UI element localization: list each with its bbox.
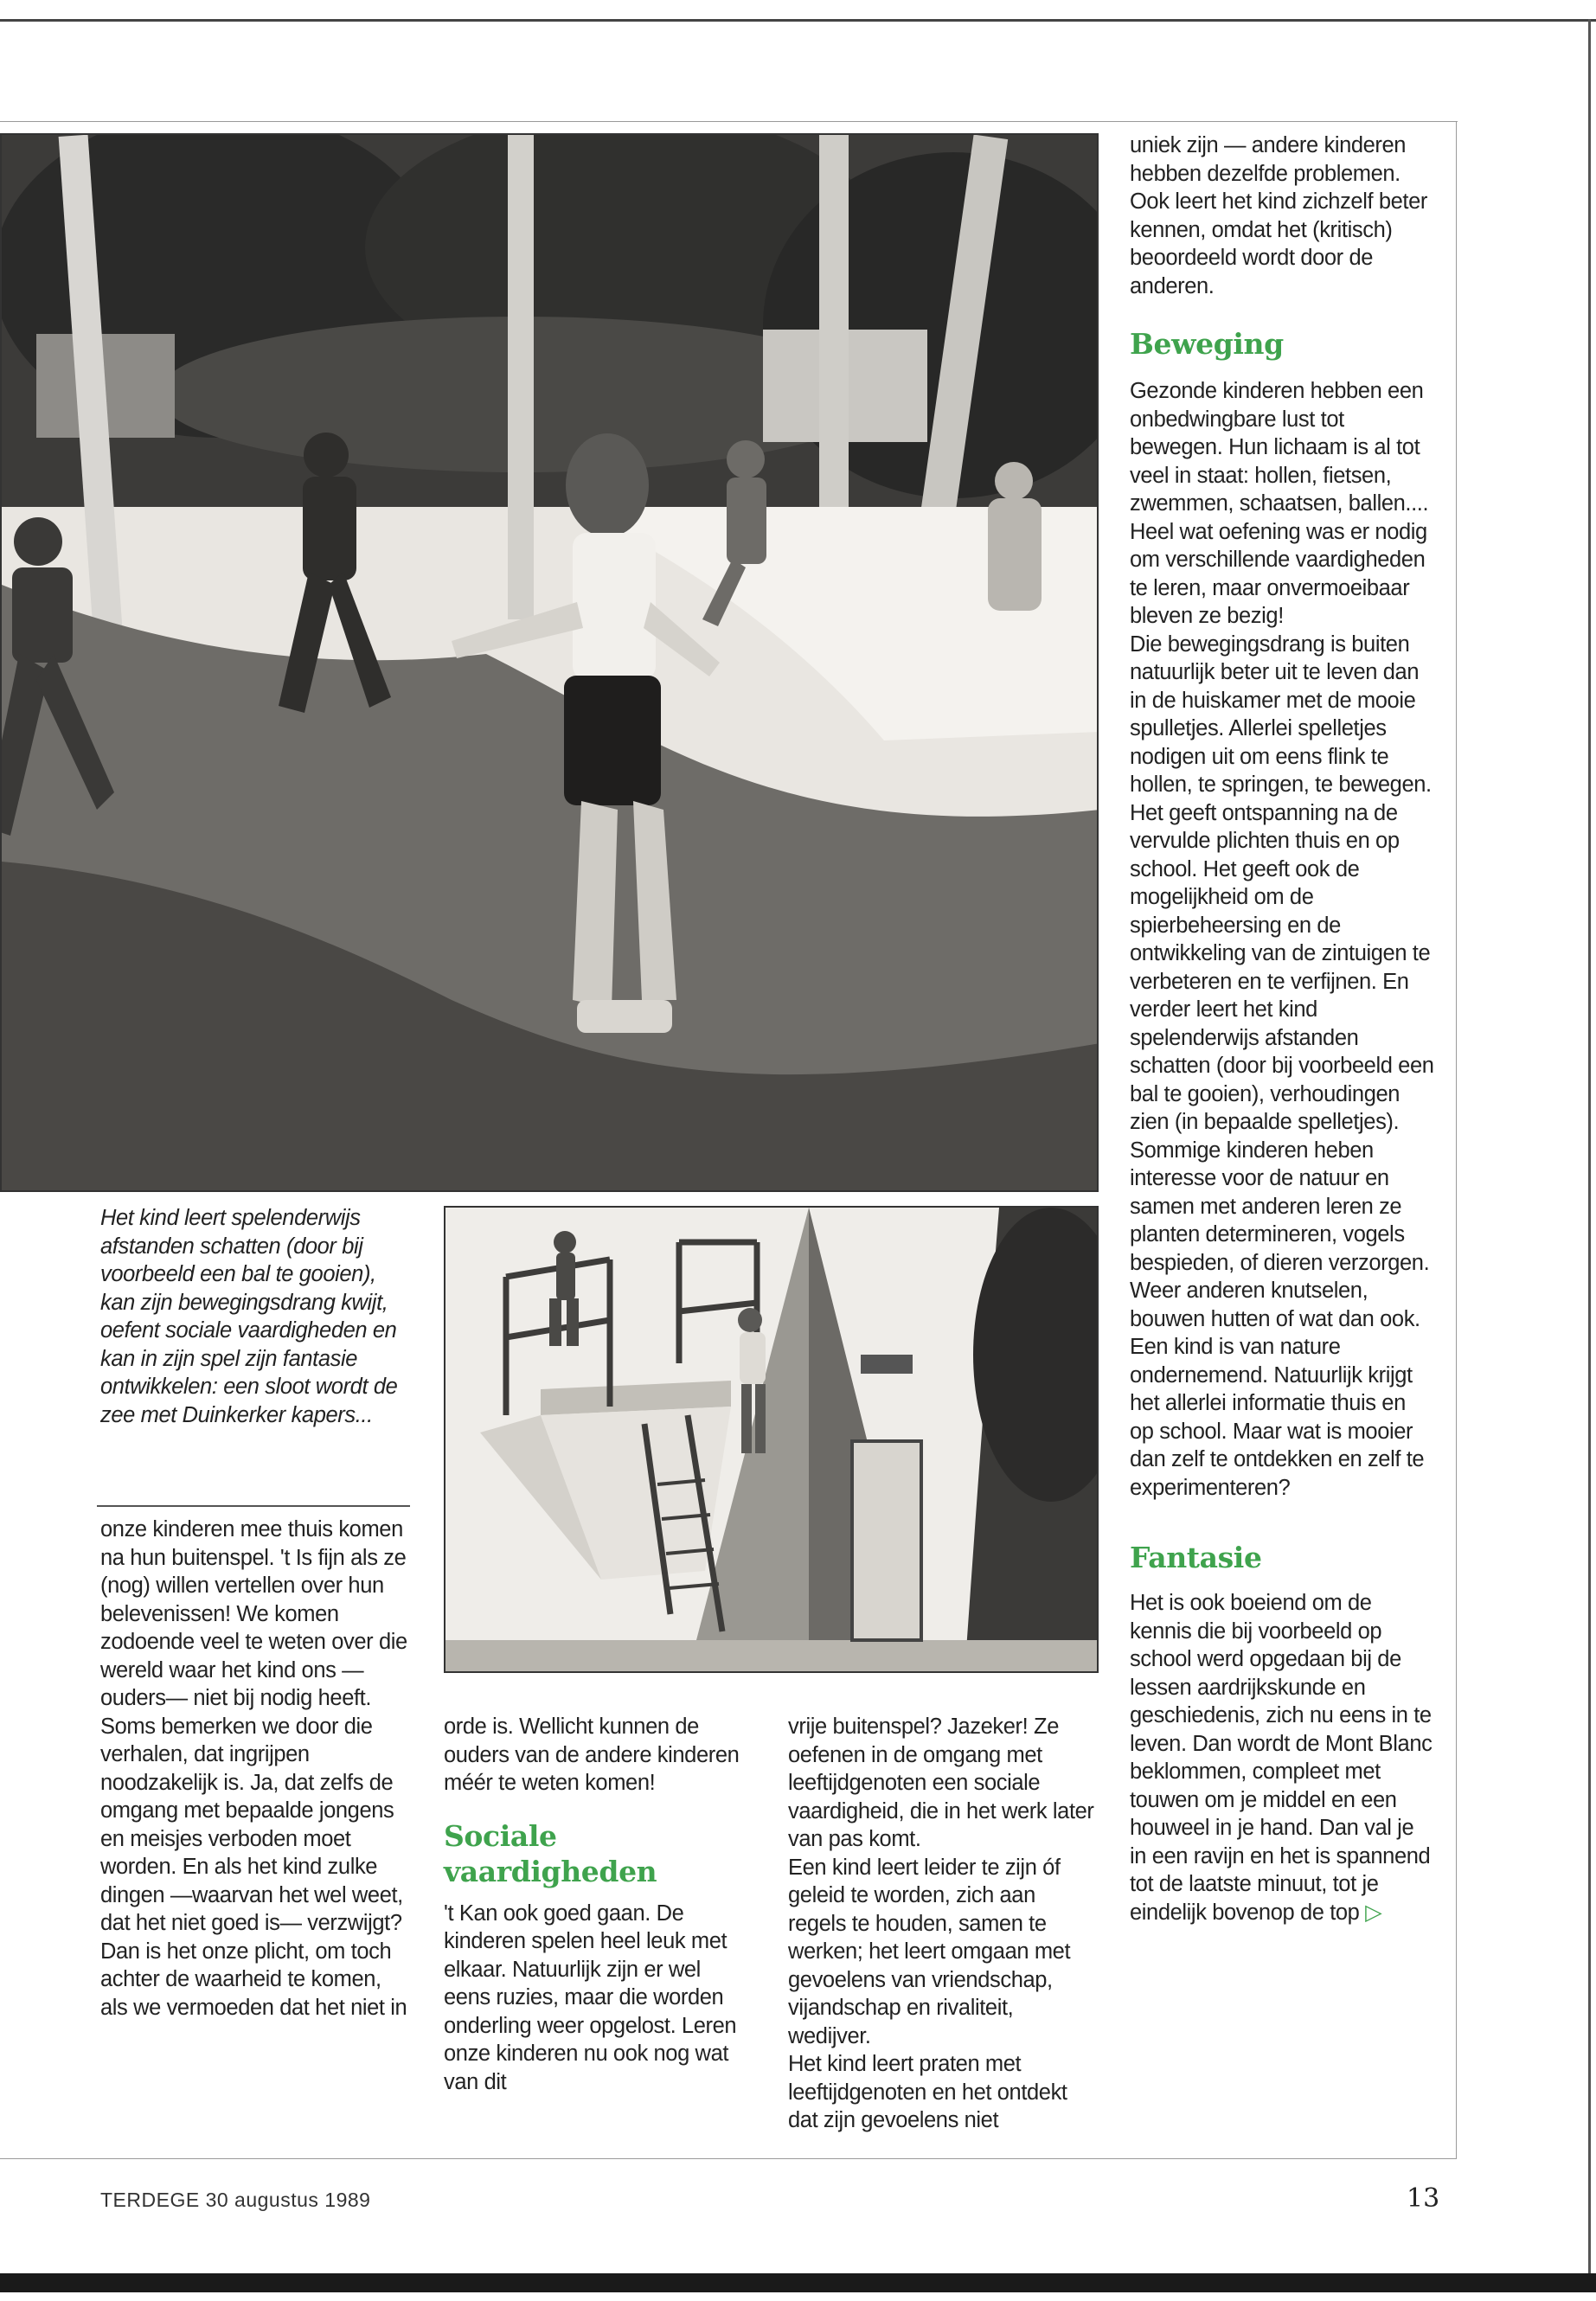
heading-fantasie: Fantasie bbox=[1130, 1541, 1262, 1574]
paragraph: orde is. Wellicht kunnen de ouders van de andere kinderen méér te weten komen! bbox=[444, 1715, 740, 1795]
children-playing-photo bbox=[2, 135, 1099, 1192]
paragraph: Die bewegingsdrang is buiten natuurlijk beter uit te leven dan in de huiskamer met de mooie spulletjes. Allerlei spelletjes nodigen uit om eens flink te hollen, te springen, te bewegen. Het geeft ontspanning na de vervulde plichten thuis en op school. Het geeft ook de mogelijkheid om de spierbeheersing en de ontwikkeling van de zintuigen te verbeteren en te verfijnen. En verder leert het kind spelenderwijs afstanden schatten (door bij voorbeeld een bal te gooien), verhoudingen zien (in bepaalde spelletjes). Sommige kinderen heben interesse voor de natuur en samen met anderen leren ze planten determineren, vogels bespieden, of dieren verzorgen. Weer anderen knutselen, bouwen hutten of wat dan ook. Een kind is van nature ondernemend. Natuurlijk krijgt het allerlei informatie thuis en op school. Maar wat is mooier dan zelf te ontdekken en zelf te experimenteren? bbox=[1130, 631, 1434, 1500]
column-1 bbox=[100, 1516, 412, 2022]
column-4 bbox=[1130, 131, 1434, 1926]
paragraph: 't Kan ook goed gaan. De kinderen spelen heel leuk met elkaar. Natuurlijk zijn er wel eens ruzies, maar die worden onderling weer opgelost. Leren onze kinderen nu ook nog wat van dit bbox=[444, 1900, 737, 2094]
triangle-right-icon: ▷ bbox=[1365, 1900, 1382, 1925]
top-rule bbox=[0, 19, 1596, 22]
main-photo bbox=[0, 133, 1099, 1192]
caption-divider bbox=[97, 1505, 410, 1507]
footer-publication: TERDEGE 30 augustus 1989 bbox=[100, 2189, 371, 2211]
paragraph: Het kind leert praten met leeftijdgenoten en het ontdekt dat zijn gevoelens niet bbox=[788, 2052, 1067, 2132]
column-3 bbox=[788, 1713, 1095, 2135]
page-number: 13 bbox=[1407, 2183, 1440, 2214]
page-edge bbox=[1588, 19, 1591, 2273]
paragraph: vrije buitenspel? Jazeker! Ze oefenen in de omgang met leeftijdgenoten een sociale vaardigheid, die in het werk later van pas komt. bbox=[788, 1715, 1094, 1851]
paragraph: Een kind leert leider te zijn óf geleid te worden, zich aan regels te houden, samen te werken; het leert omgaan met gevoelens van vriendschap, vijandschap en rivaliteit, wedijver. bbox=[788, 1855, 1071, 2048]
column-2 bbox=[444, 1713, 748, 2096]
frame-line-top bbox=[0, 121, 1458, 122]
paragraph: onze kinderen mee thuis komen na hun buitenspel. 't Is fijn als ze (nog) willen vertellen over hun belevenissen! We komen zodoende veel te weten over die wereld waar het kind ons —ouders— niet bij nodig heeft. bbox=[100, 1517, 407, 1710]
paragraph: Soms bemerken we door die verhalen, dat ingrijpen noodzakelijk is. Ja, dat zelfs de omgang met bepaalde jongens en meisjes verboden moet worden. En als het kind zulke dingen —waarvan het wel weet, dat het niet goed is— verzwijgt? Dan is het onze plicht, om toch achter de waarheid te komen, als we vermoeden dat het niet in bbox=[100, 1714, 407, 2020]
paragraph: Gezonde kinderen hebben een onbedwingbare lust tot bewegen. Hun lichaam is al tot veel in staat: hollen, fietsen, zwemmen, schaatsen, ballen.... Heel wat oefening was er nodig om verschillende vaardigheden te leren, maar onvermoeibaar bleven ze bezig! bbox=[1130, 379, 1429, 628]
photo-caption: Het kind leert spelenderwijs afstanden schatten (door bij voorbeeld een bal te gooien), kan zijn bewegingsdrang kwijt, oefent sociale vaardigheden en kan in zijn spel zijn fantasie ontwikkelen: een sloot wordt de zee met Duinkerker kapers... bbox=[100, 1206, 398, 1427]
heading-sociale-vaardigheden: Sociale vaardigheden bbox=[444, 1818, 657, 1888]
climbing-frame-photo bbox=[445, 1208, 1099, 1673]
heading-beweging: Beweging bbox=[1130, 327, 1284, 361]
bottom-rule bbox=[0, 2273, 1596, 2292]
frame-line-bottom bbox=[0, 2158, 1457, 2159]
paragraph bbox=[1130, 1589, 1434, 1926]
fantasie-text: Het is ook boeiend om de kennis die bij voorbeeld op school werd opgedaan bij de lessen aardrijkskunde en geschiedenis, zich nu eens in te leven. Dan wordt de Mont Blanc beklommen, compleet met touwen om je middel en een houweel in je hand. Dan val je in een ravijn en het is spannend tot de laatste minuut, tot je eindelijk bovenop de top bbox=[1130, 1591, 1433, 1925]
playground-photo bbox=[444, 1206, 1099, 1673]
frame-line-right bbox=[1456, 121, 1457, 2158]
paragraph: uniek zijn — andere kinderen hebben dezelfde problemen. Ook leert het kind zichzelf beter kennen, omdat het (kritisch) beoordeeld wordt door de anderen. bbox=[1130, 133, 1427, 298]
